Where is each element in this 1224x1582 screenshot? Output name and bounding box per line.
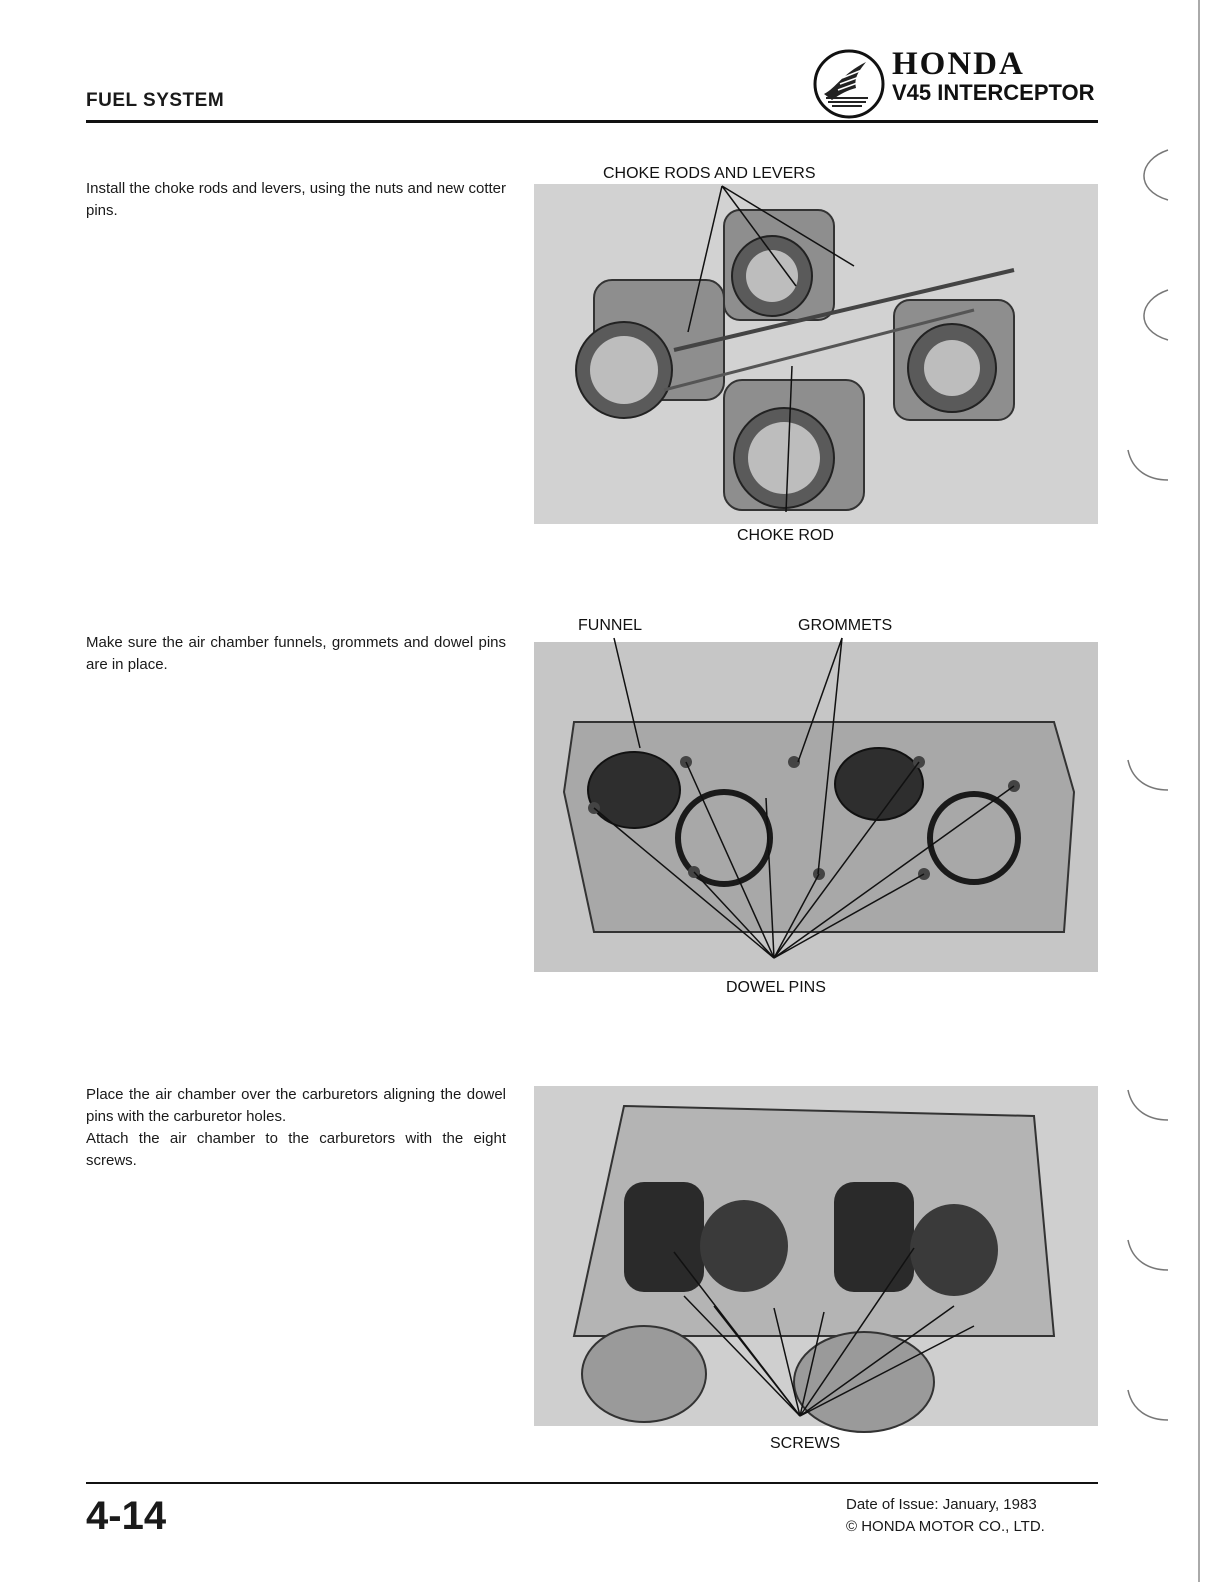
callout-grommets: GROMMETS: [798, 617, 893, 634]
brand-model: V45 INTERCEPTOR: [892, 80, 1095, 105]
honda-wing-logo-icon: [812, 48, 886, 120]
step-3-paragraph-1: Place the air chamber over the carburetors aligning the dowel pins with the carburetor holes.: [86, 1086, 506, 1125]
page-edge: [1198, 0, 1200, 1582]
callout-choke-rods-and-levers: CHOKE RODS AND LEVERS: [603, 165, 816, 182]
callout-screws: SCREWS: [770, 1435, 841, 1452]
carburetor-choke-photo: [534, 160, 1098, 560]
step-1-text: [86, 178, 506, 222]
footer-rule: [86, 1482, 1098, 1484]
binder-holes: [1118, 140, 1188, 1440]
page-number: 4-14: [86, 1494, 167, 1538]
callout-dowel-pins: DOWEL PINS: [726, 979, 826, 996]
callout-choke-rod: CHOKE ROD: [737, 527, 834, 544]
copyright: © HONDA MOTOR CO., LTD.: [846, 1518, 1045, 1535]
header-rule: [86, 120, 1098, 123]
step-2-text: [86, 632, 506, 676]
step-1-paragraph: Install the choke rods and levers, using the nuts and new cotter pins.: [86, 180, 506, 219]
brand-name: HONDA: [892, 46, 1025, 82]
issue-date: Date of Issue: January, 1983: [846, 1496, 1037, 1513]
air-chamber-installed-photo: [534, 1086, 1098, 1456]
callout-funnel: FUNNEL: [578, 617, 643, 634]
air-chamber-photo: [534, 612, 1098, 1002]
section-title: FUEL SYSTEM: [86, 90, 225, 111]
step-3-paragraph-2: Attach the air chamber to the carburetors with the eight screws.: [86, 1130, 506, 1169]
step-2-paragraph: Make sure the air chamber funnels, grommets and dowel pins are in place.: [86, 634, 506, 673]
step-3-text: [86, 1084, 506, 1172]
